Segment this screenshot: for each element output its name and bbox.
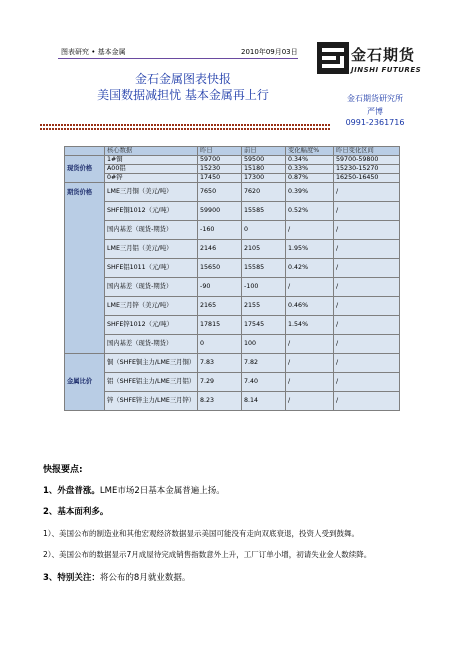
header-category: 图表研究 • 基本金属 xyxy=(61,48,126,56)
table-row: 金属比价 铜（SHFE铜主力/LME三月铜） 7.83 7.82 / / xyxy=(65,354,400,373)
point-label: 1、外盘普涨。 xyxy=(43,486,100,496)
table-row: 国内基差（现货-期货） -90 -100 / / xyxy=(65,278,400,297)
dotted-divider xyxy=(40,128,330,130)
dotted-divider xyxy=(40,124,330,126)
logo-text-en: JINSHI FUTURES xyxy=(351,66,422,74)
summary-heading: 快报要点: xyxy=(43,465,83,475)
table-row: LME三月锌（美元/吨） 2165 2155 0.46% / xyxy=(65,297,400,316)
summary-point-3 xyxy=(43,571,190,583)
table-row: 0#锌 17450 17300 0.87% 16250-16450 xyxy=(65,174,400,183)
table-row: 铝（SHFE铝主力/LME三月铝） 7.29 7.40 / / xyxy=(65,373,400,392)
category-cell: 期货价格 xyxy=(65,183,105,354)
author-institute: 金石期货研究所 xyxy=(347,94,403,103)
category-cell: 金属比价 xyxy=(65,354,105,411)
category-cell: 现货价格 xyxy=(65,156,105,183)
table-row: SHFE铝1011（元/吨） 15650 15585 0.42% / xyxy=(65,259,400,278)
point-label: 3、特别关注： xyxy=(43,573,100,583)
table-header-cell: 昨日变化区间 xyxy=(334,147,400,156)
report-title: 金石金属图表快报 xyxy=(134,72,231,86)
company-logo xyxy=(317,42,422,86)
table-row: A00铝 15230 15180 0.33% 15230-15270 xyxy=(65,165,400,174)
table-header-cell: 变化幅度% xyxy=(286,147,334,156)
table-row: 现货价格 1#铜 59700 59500 0.34% 59700-59800 xyxy=(65,156,400,165)
table-row: 期货价格 LME三月铜（美元/吨） 7650 7620 0.39% / xyxy=(65,183,400,202)
table-row: SHFE锌1012（元/吨） 17815 17545 1.54% / xyxy=(65,316,400,335)
table-row: 锌（SHFE锌主力/LME三月锌） 8.23 8.14 / / xyxy=(65,392,400,411)
point-text: 将公布的8月就业数据。 xyxy=(99,573,191,583)
table-header-row xyxy=(65,147,400,156)
author-phone: 0991-2361716 xyxy=(345,118,405,127)
table-row: 国内基差（现货-期货） 0 100 / / xyxy=(65,335,400,354)
table-row: 国内基差（现货-期货） -160 0 / / xyxy=(65,221,400,240)
market-data-table xyxy=(64,146,400,411)
table-row: SHFE铜1012（元/吨） 59900 15585 0.52% / xyxy=(65,202,400,221)
header-date: 2010年09月03日 xyxy=(241,48,298,56)
summary-point-1 xyxy=(43,484,225,496)
report-subtitle: 美国数据减担忧 基本金属再上行 xyxy=(97,88,269,102)
summary-point-2: 2、基本面利多。 xyxy=(43,507,109,517)
table-row: LME三月铝（美元/吨） 2146 2105 1.95% / xyxy=(65,240,400,259)
summary-point-2-item-2: 2）、美国公布的数据显示7月成屋待完成销售指数意外上升，工厂订单小增，初请失业金人数续降。 xyxy=(43,550,372,559)
logo-text-cn: 金石期货 xyxy=(351,46,416,64)
author-name: 严博 xyxy=(367,107,383,116)
table-header-cell: 核心数据 xyxy=(105,147,198,156)
header-rule xyxy=(58,58,298,59)
table-header-cell: 昨日 xyxy=(198,147,242,156)
point-text: LME市场2日基本金属普遍上扬。 xyxy=(99,486,225,496)
summary-point-2-item-1: 1）、美国公布的制造业和其他宏观经济数据显示美国可能没有走向双底衰退，投资人受到鼓舞。 xyxy=(43,529,360,538)
table-header-cell: 前日 xyxy=(242,147,286,156)
logo-mark-icon xyxy=(317,42,349,74)
